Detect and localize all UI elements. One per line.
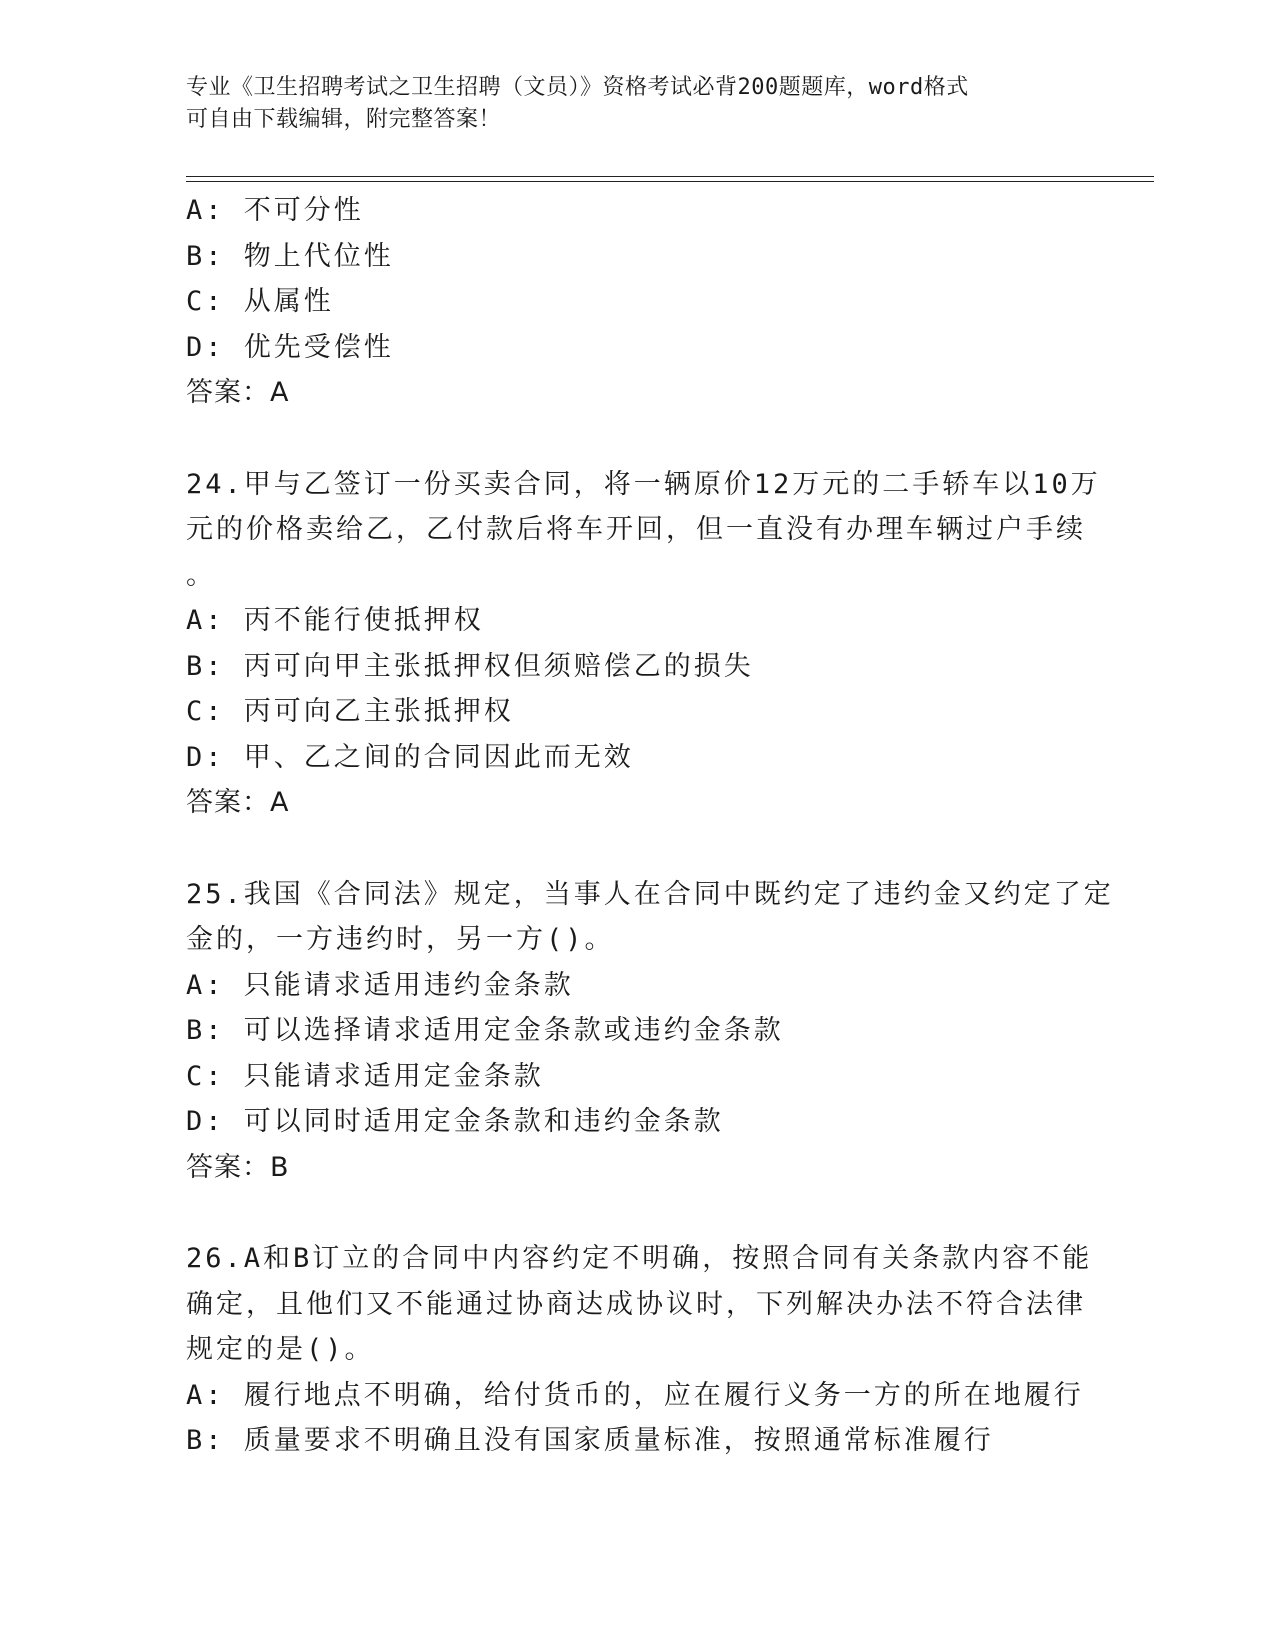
question-text-line: 规定的是()。 bbox=[186, 1334, 375, 1365]
answer-line: 答案：A bbox=[186, 377, 290, 408]
spacer bbox=[186, 826, 1086, 872]
option-a: A: 丙不能行使抵押权 bbox=[186, 605, 484, 636]
question-24-block bbox=[186, 462, 1101, 826]
header-divider-top bbox=[186, 176, 1154, 177]
option-a: A: 只能请求适用违约金条款 bbox=[186, 969, 574, 1001]
option-b: B: 物上代位性 bbox=[186, 240, 394, 272]
option-c: C: 从属性 bbox=[186, 286, 334, 317]
answer-line: 答案：B bbox=[186, 1151, 290, 1183]
option-a: A: 不可分性 bbox=[186, 195, 364, 226]
header-line-1: 专业《卫生招聘考试之卫生招聘（文员）》资格考试必背200题题库，word格式 bbox=[186, 75, 969, 100]
question-text-line: 25.我国《合同法》规定，当事人在合同中既约定了违约金又约定了定 bbox=[186, 878, 1114, 910]
question-23-block bbox=[186, 188, 1086, 416]
answer-line: 答案：A bbox=[186, 787, 290, 818]
question-text-line: 。 bbox=[186, 559, 216, 591]
option-b: B: 可以选择请求适用定金条款或违约金条款 bbox=[186, 1015, 784, 1046]
option-b: B: 丙可向甲主张抵押权但须赔偿乙的损失 bbox=[186, 650, 754, 682]
question-25-block bbox=[186, 872, 1114, 1191]
question-content bbox=[186, 188, 1114, 1464]
question-text-line: 确定，且他们又不能通过协商达成协议时，下列解决办法不符合法律 bbox=[186, 1288, 1086, 1320]
header-line-2: 可自由下载编辑，附完整答案！ bbox=[186, 107, 502, 132]
document-header bbox=[186, 72, 1066, 136]
option-d: D: 甲、乙之间的合同因此而无效 bbox=[186, 741, 634, 773]
header-divider-bottom bbox=[186, 181, 1154, 182]
option-c: C: 只能请求适用定金条款 bbox=[186, 1060, 544, 1092]
option-c: C: 丙可向乙主张抵押权 bbox=[186, 696, 514, 727]
question-text-line: 26.A和B订立的合同中内容约定不明确，按照合同有关条款内容不能 bbox=[186, 1243, 1093, 1274]
option-a: A: 履行地点不明确，给付货币的，应在履行义务一方的所在地履行 bbox=[186, 1379, 1084, 1411]
question-26-block bbox=[186, 1236, 1093, 1464]
question-text-line: 金的，一方违约时，另一方()。 bbox=[186, 924, 615, 955]
question-text-line: 元的价格卖给乙，乙付款后将车开回，但一直没有办理车辆过户手续 bbox=[186, 514, 1086, 545]
spacer bbox=[186, 1190, 1086, 1236]
question-text-line: 24.甲与乙签订一份买卖合同，将一辆原价12万元的二手轿车以10万 bbox=[186, 468, 1101, 500]
option-d: D: 优先受偿性 bbox=[186, 331, 394, 363]
option-b: B: 质量要求不明确且没有国家质量标准，按照通常标准履行 bbox=[186, 1425, 994, 1456]
option-d: D: 可以同时适用定金条款和违约金条款 bbox=[186, 1106, 724, 1137]
spacer bbox=[186, 416, 1086, 462]
